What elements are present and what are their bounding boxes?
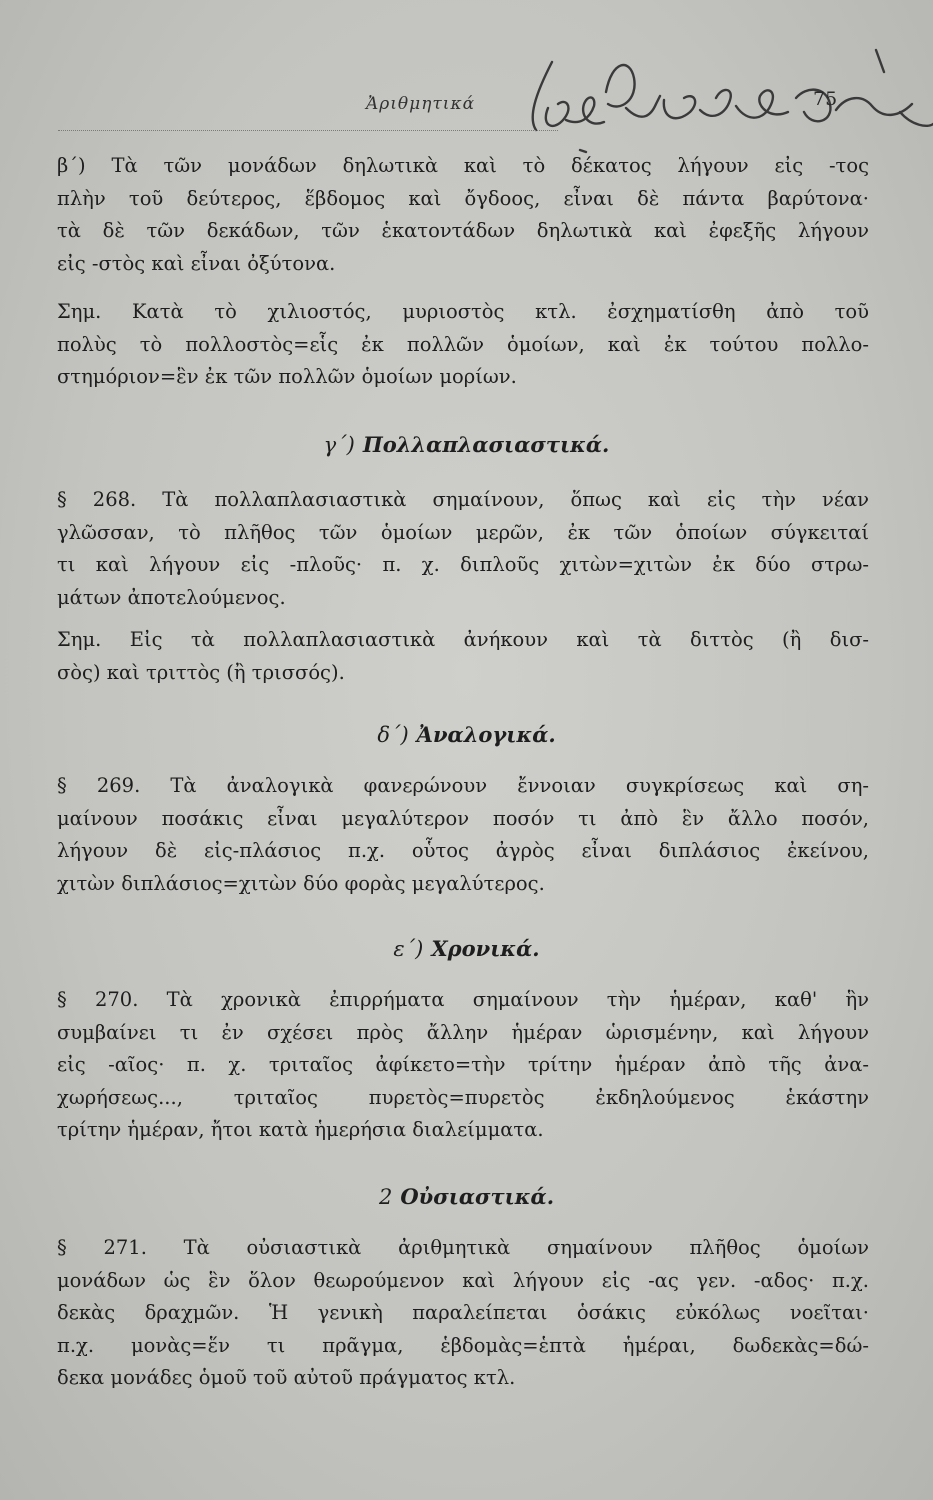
text-line: χωρήσεως..., τριταῖος πυρετὸς=πυρετὸς ἐκδηλούμενος ἑκάστην (57, 1085, 869, 1109)
heading-title: Πολλαπλασιαστικά. (362, 432, 610, 457)
heading-title: Χρονικά. (431, 936, 540, 961)
heading-number: δ΄) (377, 723, 409, 747)
text-line: εἰς -αῖος· π. χ. τριταῖος ἀφίκετο=τὴν τρίτην ἡμέραν ἀπὸ τῆς ἀνα- (57, 1053, 869, 1077)
heading-epsilon (0, 936, 933, 961)
text-line: εἰς -στὸς καὶ εἶναι ὀξύτονα. (57, 251, 336, 275)
text-line: § 268. Τὰ πολλαπλασιαστικὰ σημαίνουν, ὅπως καὶ εἰς τὴν νέαν (57, 488, 869, 511)
text-line: τρίτην ἡμέραν, ἤτοι κατὰ ἡμερήσια διαλείμματα. (57, 1118, 544, 1142)
text-line: π.χ. μονὰς=ἕν τι πρᾶγμα, ἑβδομὰς=ἑπτὰ ἡμέραι, δωδεκὰς=δώ- (57, 1333, 869, 1357)
text-line: § 270. Τὰ χρονικὰ ἐπιρρήματα σημαίνουν τὴν ἡμέραν, καθ' ἣν (57, 988, 869, 1011)
running-head: Ἀριθμητικά (366, 94, 476, 114)
heading-substantives (0, 1184, 933, 1209)
text-line: Σημ. Κατὰ τὸ χιλιοστός, μυριοστὸς κτλ. ἐσχηματίσθη ἀπὸ τοῦ (57, 300, 869, 323)
text-line: μαίνουν ποσάκις εἶναι μεγαλύτερον ποσόν τι ἀπὸ ἓν ἄλλο ποσόν, (57, 806, 869, 830)
text-line: β΄) Τὰ τῶν μονάδων δηλωτικὰ καὶ τὸ δέκατος λήγουν εἰς -τος (57, 154, 869, 177)
text-line: στημόριον=ἓν ἐκ τῶν πολλῶν ὁμοίων μορίων. (57, 365, 517, 389)
page-header (0, 88, 933, 128)
text-line: λήγουν δὲ εἰς-πλάσιος π.χ. οὗτος ἀγρὸς εἶναι διπλάσιος ἐκείνου, (57, 839, 869, 863)
heading-title: Ἀναλογικά. (416, 722, 556, 747)
text-line: συμβαίνει τι ἐν σχέσει πρὸς ἄλλην ἡμέραν ὡρισμένην, καὶ λήγουν (57, 1020, 869, 1044)
text-line: δεκὰς δραχμῶν. Ἡ γενικὴ παραλείπεται ὁσάκις εὐκόλως νοεῖται· (57, 1301, 869, 1325)
heading-delta (0, 722, 933, 747)
text-line: Σημ. Εἰς τὰ πολλαπλασιαστικὰ ἀνήκουν καὶ τὰ διττὸς (ἢ δισ- (57, 628, 869, 651)
text-line: τὰ δὲ τῶν δεκάδων, τῶν ἑκατοντάδων δηλωτικὰ καὶ ἐφεξῆς λήγουν (57, 219, 869, 243)
text-line: μονάδων ὡς ἓν ὅλον θεωρούμενον καὶ λήγουν εἰς -ας γεν. -αδος· π.χ. (57, 1268, 869, 1292)
header-rule (58, 130, 558, 131)
section-269 (57, 770, 869, 900)
text-line: πολὺς τὸ πολλοστὸς=εἷς ἐκ πολλῶν ὁμοίων, καὶ ἐκ τούτου πολλο- (57, 332, 869, 356)
text-line: § 271. Τὰ οὐσιαστικὰ ἀριθμητικὰ σημαίνουν πλῆθος ὁμοίων (57, 1236, 869, 1259)
section-270 (57, 984, 869, 1147)
section-271 (57, 1232, 869, 1395)
text-line: τι καὶ λήγουν εἰς -πλοῦς· π. χ. διπλοῦς χιτὼν=χιτὼν ἐκ δύο στρω- (57, 553, 869, 577)
text-line: πλὴν τοῦ δεύτερος, ἕβδομος καὶ ὄγδοος, εἶναι δὲ πάντα βαρύτονα· (57, 186, 869, 210)
heading-number: 2 (378, 1185, 393, 1209)
heading-title: Οὐσιαστικά. (400, 1184, 555, 1209)
heading-number: γ΄) (323, 433, 355, 457)
text-line: § 269. Τὰ ἀναλογικὰ φανερώνουν ἔννοιαν συγκρίσεως καὶ ση- (57, 774, 869, 797)
page-number: 75 (813, 88, 838, 110)
note-beta (57, 296, 869, 394)
text-line: μάτων ἀποτελούμενος. (57, 585, 286, 609)
heading-number: ε΄) (393, 937, 424, 961)
heading-gamma (0, 432, 933, 457)
text-line: χιτὼν διπλάσιος=χιτὼν δύο φορὰς μεγαλύτερος. (57, 871, 545, 895)
text-line: γλῶσσαν, τὸ πλῆθος τῶν ὁμοίων μερῶν, ἐκ τῶν ὁποίων σύγκειταί (57, 520, 869, 544)
paragraph-beta (57, 150, 869, 280)
section-268 (57, 484, 869, 614)
note-268 (57, 624, 869, 689)
text-line: δεκα μονάδες ὁμοῦ τοῦ αὐτοῦ πράγματος κτλ. (57, 1366, 516, 1390)
text-line: σὸς) καὶ τριττὸς (ἢ τρισσός). (57, 660, 345, 684)
